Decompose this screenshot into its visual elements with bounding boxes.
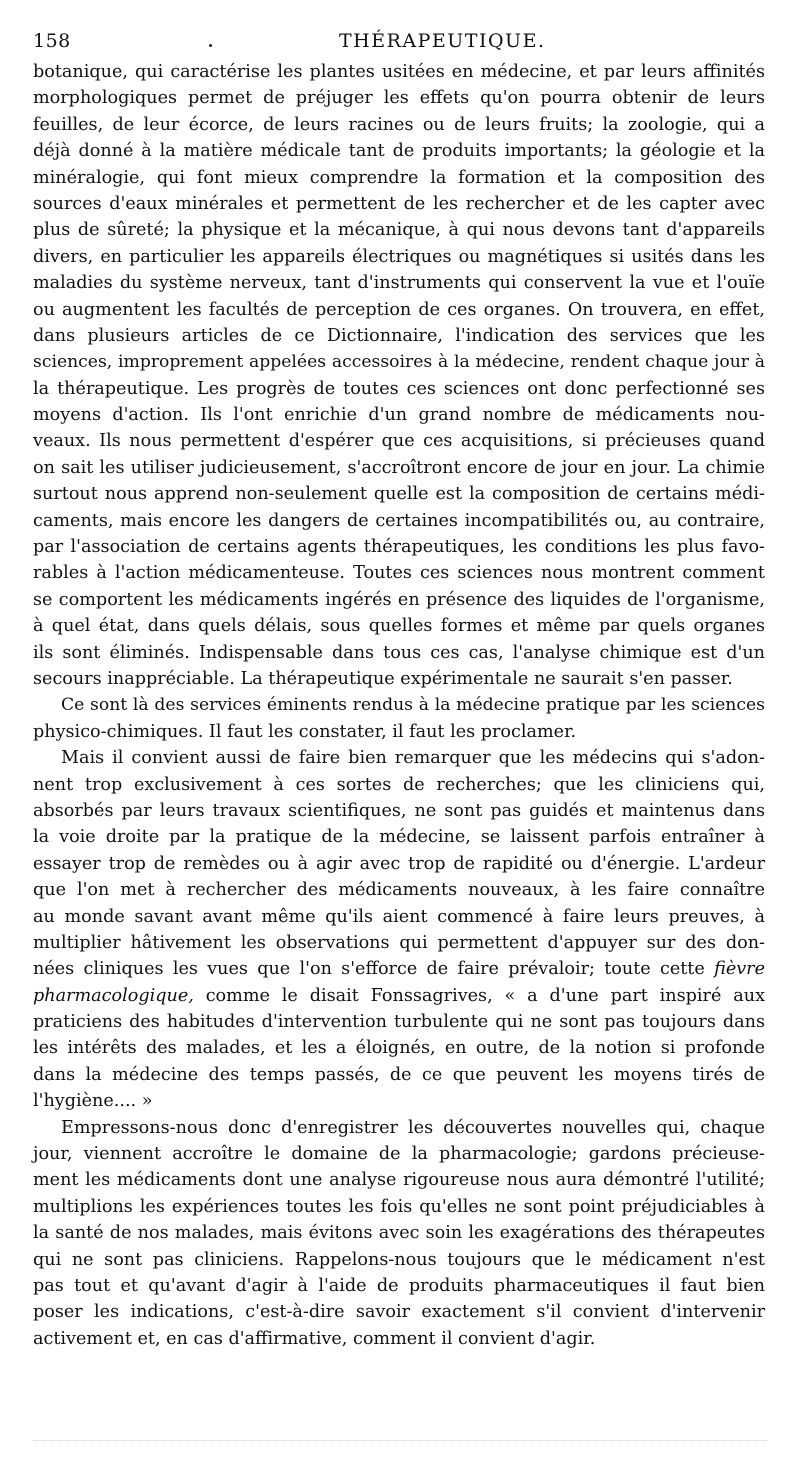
text-line: dans plusieurs articles de ce Dictionnaire, l'indication des services que les [33, 325, 765, 346]
text-line: physico-chimiques. Il faut les constater, il faut les proclamer. [33, 721, 577, 742]
text-line: sources d'eaux minérales et permettent de les rechercher et de les capter avec [33, 193, 765, 214]
italic-phrase: fièvre [714, 959, 765, 980]
paragraph-3 [33, 745, 765, 1114]
running-head [33, 30, 768, 56]
text-line: feuilles, de leur écorce, de leurs racines ou de leurs fruits; la zoologie, qui a [33, 114, 765, 135]
text-line: dans la médecine des temps passés, de ce que peuvent les moyens tirés de [33, 1064, 765, 1085]
text-line: absorbés par leurs travaux scientifiques, ne sont pas guidés et maintenus dans [33, 800, 765, 821]
paragraph-4 [33, 1115, 765, 1353]
paragraph-1 [33, 59, 765, 692]
text-line: praticiens des habitudes d'intervention turbulente qui ne sont pas toujours dans [33, 1012, 765, 1033]
text-line: botanique, qui caractérise les plantes usitées en médecine, et par leurs affinités [33, 62, 765, 82]
text-line: rables à l'action médicamenteuse. Toutes ces sciences nous montrent comment [33, 563, 765, 584]
text-line: qui ne sont pas cliniciens. Rappelons-nous toujours que le médicament n'est [33, 1249, 765, 1270]
text-line: essayer trop de remèdes ou à agir avec trop de rapidité ou d'énergie. L'ardeur [33, 853, 765, 874]
text-line: ils sont éliminés. Indispensable dans tous ces cas, l'analyse chimique est d'un [33, 642, 765, 663]
text-line-with-italic [33, 956, 765, 982]
text-line: que l'on met à rechercher des médicaments nouveaux, à les faire connaître [33, 880, 765, 901]
page-number: 158 [33, 30, 71, 52]
text-line: jour, viennent accroître le domaine de la pharmacologie; gardons précieuse- [33, 1144, 765, 1165]
text-line: les intérêts des malades, et les a éloignés, en outre, de la notion si profonde [33, 1038, 765, 1059]
text-line: la santé de nos malades, mais évitons avec soin les exagérations des thérapeutes [33, 1223, 765, 1244]
text-run: comme le disait Fonssagrives, « a d'une part inspiré aux [205, 985, 765, 1006]
paragraph-2 [33, 692, 765, 745]
text-line: pas tout et qu'avant d'agir à l'aide de produits pharmaceutiques il faut bien [33, 1275, 765, 1296]
italic-phrase: pharmacologique, [33, 985, 194, 1006]
text-line: nent trop exclusivement à ces sortes de recherches; que les cliniciens qui, [33, 774, 765, 795]
text-line: multiplier hâtivement les observations qui permettent d'appuyer sur des don- [33, 932, 765, 953]
text-line: secours inappréciable. La thérapeutique expérimentale ne saurait s'en passer. [33, 668, 733, 689]
text-line: poser les indications, c'est-à-dire savoir exactement s'il convient d'intervenir [33, 1302, 765, 1323]
text-line: la thérapeutique. Les progrès de toutes ces sciences ont donc perfectionné ses [33, 378, 765, 399]
text-line: on sait les utiliser judicieusement, s'accroîtront encore de jour en jour. La chimie [33, 457, 765, 478]
text-line: Ce sont là des services éminents rendus à la médecine pratique par les sciences [61, 695, 765, 716]
text-line: morphologiques permet de préjuger les effets qu'on pourra obtenir de leurs [33, 88, 765, 109]
text-line: la voie droite par la pratique de la médecine, se laissent parfois entraîner à [33, 827, 765, 848]
text-line: maladies du système nerveux, tant d'instruments qui conservent la vue et l'ouïe [33, 273, 765, 294]
text-line: se comportent les médicaments ingérés en présence des liquides de l'organisme, [33, 589, 765, 610]
text-line: minéralogie, qui font mieux comprendre la formation et la composition des [33, 167, 765, 188]
text-line: sciences, improprement appelées accessoires à la médecine, rendent chaque jour à [33, 352, 765, 373]
text-line-with-italic [33, 983, 765, 1009]
text-line: l'hygiène.... » [33, 1091, 153, 1112]
text-line: plus de sûreté; la physique et la mécanique, à qui nous devons tant d'appareils [33, 220, 765, 241]
text-line: ment les médicaments dont une analyse rigoureuse nous aura démontré l'utilité; [33, 1170, 765, 1191]
text-line: au monde savant avant même qu'ils aient commencé à faire leurs preuves, à [33, 906, 765, 927]
ornament-dot [209, 44, 212, 47]
text-line: surtout nous apprend non-seulement quelle est la composition de certains médi- [33, 484, 765, 505]
text-line: ou augmentent les facultés de perception de ces organes. On trouvera, en effet, [33, 299, 765, 320]
text-line: caments, mais encore les dangers de certaines incompatibilités ou, au contraire, [33, 510, 765, 531]
text-line: par l'association de certains agents thérapeutiques, les conditions les plus favo- [33, 537, 765, 558]
text-line: multiplions les expériences toutes les fois qu'elles ne sont point préjudiciables à [33, 1196, 765, 1217]
page-bottom-marks [33, 1440, 768, 1443]
text-line: à quel état, dans quels délais, sous quelles formes et même par quels organes [33, 616, 765, 637]
text-line: Empressons-nous donc d'enregistrer les découvertes nouvelles qui, chaque [61, 1117, 765, 1138]
text-line: divers, en particulier les appareils électriques ou magnétiques si usités dans les [33, 246, 765, 267]
text-line: veaux. Ils nous permettent d'espérer que ces acquisitions, si précieuses quand [33, 431, 765, 452]
text-line: activement et, en cas d'affirmative, comment il convient d'agir. [33, 1328, 596, 1349]
text-line: Mais il convient aussi de faire bien remarquer que les médecins qui s'adon- [61, 748, 765, 769]
text-line: déjà donné à la matière médicale tant de produits importants; la géologie et la [33, 141, 765, 162]
text-line: moyens d'action. Ils l'ont enrichie d'un grand nombre de médicaments nou- [33, 405, 765, 426]
running-title: THÉRAPEUTIQUE. [339, 30, 546, 52]
text-run: nées cliniques les vues que l'on s'efforce de faire prévaloir; toute cette [33, 959, 705, 980]
body-text [33, 59, 765, 1352]
